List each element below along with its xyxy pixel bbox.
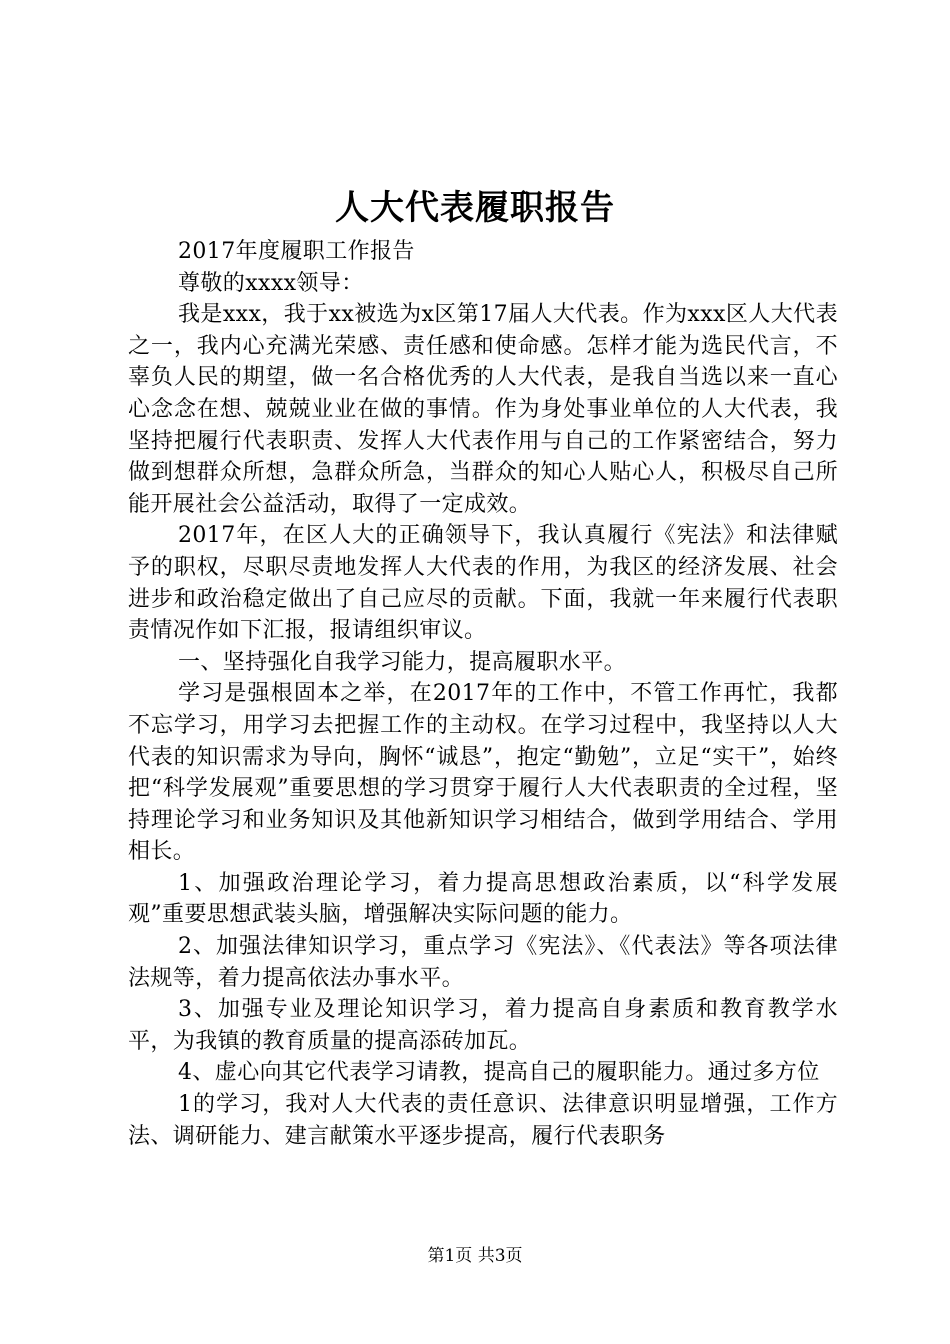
paragraph: 尊敬的xxxx领导： — [178, 270, 364, 296]
page-footer: 第1页 共3页 — [427, 1246, 523, 1266]
list-item: 3、加强专业及理论知识学习，着力提高自身素质和教育教学水平，为我镇的教育质量的提高添砖加瓦。 — [128, 997, 838, 1054]
list-item: 1、加强政治理论学习，着力提高思想政治素质，以“科学发展观”重要思想武装头脑，增强解决实际问题的能力。 — [128, 870, 838, 928]
section-heading: 一、坚持强化自我学习能力，提高履职水平。 — [178, 649, 627, 675]
list-item: 2、加强法律知识学习，重点学习《宪法》、《代表法》等各项法律法规等，着力提高依法办事水平。 — [128, 934, 838, 991]
paragraph: 我是xxx，我于xx被选为x区第17届人大代表。作为xxx区人大代表之一，我内心充满光荣感、责任感和使命感。怎样才能为选民代言，不辜负人民的期望，做一名合格优秀的人大代表，是我自当选以来一直心心念念在想、兢兢业业在做的事情。作为身处事业单位的人大代表，我坚持把履行代表职责、发挥人大代表作用与自己的工作紧密结合，努力做到想群众所想，急群众所急，当群众的知心人贴心人，积极尽自己所能开展社会公益活动，取得了一定成效。 — [128, 302, 838, 517]
paragraph: 2017年，在区人大的正确领导下，我认真履行《宪法》和法律赋予的职权，尽职尽责地发挥人大代表的作用，为我区的经济发展、社会进步和政治稳定做出了自己应尽的贡献。下面，我就一年来履行代表职责情况作如下汇报，报请组织审议。 — [128, 523, 838, 644]
document-title: 人大代表履职报告 — [335, 188, 615, 228]
paragraph: 1的学习，我对人大代表的责任意识、法律意识明显增强，工作方法、调研能力、建言献策水平逐步提高，履行代表职务 — [128, 1092, 838, 1149]
paragraph: 学习是强根固本之举，在2017年的工作中，不管工作再忙，我都不忘学习，用学习去把握工作的主动权。在学习过程中，我坚持以人大代表的知识需求为导向，胸怀“诚恳”，抱定“勤勉”，立足“实干”，始终把“科学发展观”重要思想的学习贯穿于履行人大代表职责的全过程，坚持理论学习和业务知识及其他新知识学习相结合，做到学用结合、学用相长。 — [128, 681, 838, 865]
list-item: 4、虚心向其它代表学习请教，提高自己的履职能力。通过多方位 — [178, 1060, 820, 1086]
paragraph: 2017年度履职工作报告 — [178, 239, 415, 264]
document-body — [128, 236, 838, 1152]
